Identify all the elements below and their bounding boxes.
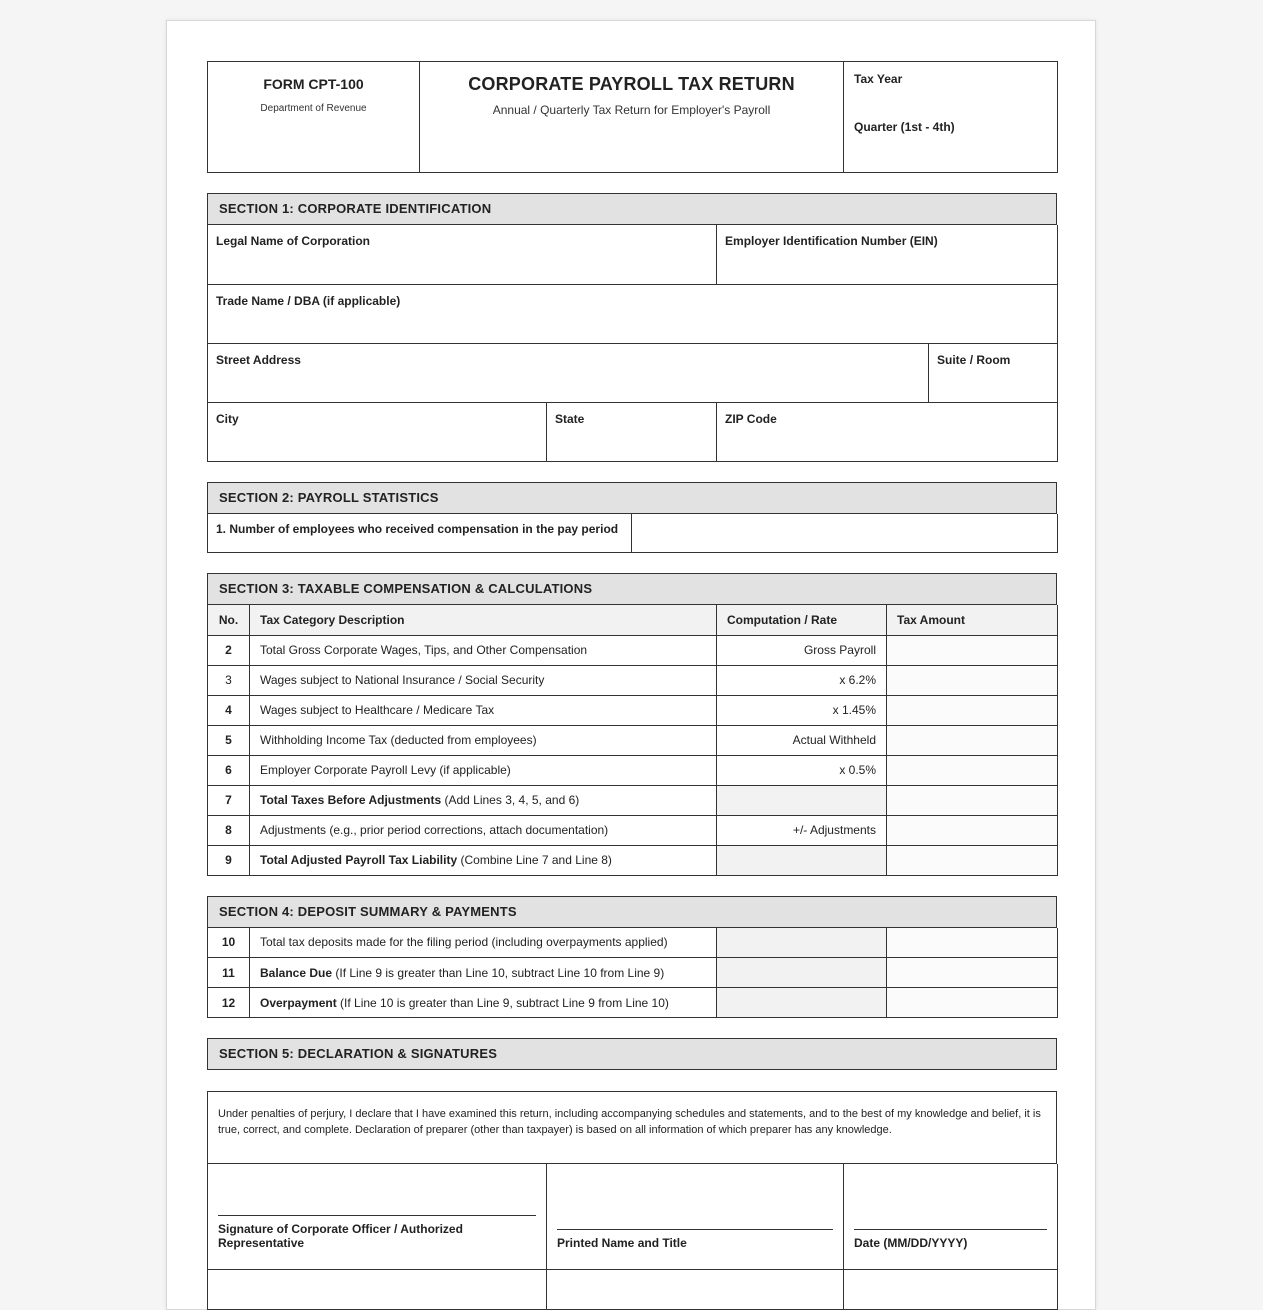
- signature-field[interactable]: [208, 1164, 547, 1269]
- section-deposit-summary: [207, 896, 1057, 1019]
- line-rate-blank: [717, 988, 887, 1018]
- line-number: 8: [208, 815, 250, 845]
- date-label: Date (MM/DD/YYYY): [854, 1229, 1047, 1250]
- section-5-title: SECTION 5: DECLARATION & SIGNATURES: [207, 1038, 1057, 1070]
- form-page: [166, 20, 1096, 1310]
- line-number: 9: [208, 845, 250, 875]
- line-description-bold: Balance Due: [260, 966, 332, 980]
- form-id-cell: [208, 62, 420, 173]
- line-description: Wages subject to Healthcare / Medicare Tax: [250, 695, 717, 725]
- line-description: Employer Corporate Payroll Levy (if applicable): [250, 755, 717, 785]
- suite-field[interactable]: Suite / Room: [929, 343, 1058, 402]
- deposit-table: [207, 928, 1058, 1019]
- line-amount-input[interactable]: [887, 988, 1058, 1018]
- line-rate-blank: [717, 958, 887, 988]
- line-description: [250, 845, 717, 875]
- form-title-cell: [420, 62, 844, 173]
- line-rate: x 1.45%: [717, 695, 887, 725]
- table-row: [208, 725, 1058, 755]
- table-row: [208, 785, 1058, 815]
- line-amount-input[interactable]: [887, 695, 1058, 725]
- table-row: [208, 845, 1058, 875]
- line-number: 12: [208, 988, 250, 1018]
- form-subtitle: Annual / Quarterly Tax Return for Employer's Payroll: [421, 103, 842, 117]
- col-header-amount: Tax Amount: [887, 605, 1058, 635]
- section-1-title: SECTION 1: CORPORATE IDENTIFICATION: [207, 193, 1057, 225]
- form-title: CORPORATE PAYROLL TAX RETURN: [421, 74, 842, 95]
- line-description: Wages subject to National Insurance / Social Security: [250, 665, 717, 695]
- section-4-title: SECTION 4: DEPOSIT SUMMARY & PAYMENTS: [207, 896, 1057, 928]
- period-cell[interactable]: [844, 62, 1058, 173]
- line-amount-input[interactable]: [887, 755, 1058, 785]
- date-field[interactable]: [844, 1164, 1058, 1269]
- line-amount-input[interactable]: [887, 725, 1058, 755]
- line-number: 6: [208, 755, 250, 785]
- printed-name-label: Printed Name and Title: [557, 1229, 833, 1250]
- form-number: FORM CPT-100: [209, 76, 418, 92]
- line-description-note: (Combine Line 7 and Line 8): [457, 853, 612, 867]
- section-3-title: SECTION 3: TAXABLE COMPENSATION & CALCULATIONS: [207, 573, 1057, 605]
- section-corporate-identification: [207, 193, 1057, 462]
- col-header-description: Tax Category Description: [250, 605, 717, 635]
- line-amount-input[interactable]: [887, 958, 1058, 988]
- department-name: Department of Revenue: [209, 103, 418, 114]
- line-description: Total tax deposits made for the filing period (including overpayments applied): [250, 928, 717, 958]
- state-field[interactable]: State: [547, 402, 717, 461]
- line-rate: Gross Payroll: [717, 635, 887, 665]
- line-number: 2: [208, 635, 250, 665]
- col-header-rate: Computation / Rate: [717, 605, 887, 635]
- line-rate: Actual Withheld: [717, 725, 887, 755]
- signature-table: [207, 1164, 1058, 1270]
- line-number: 3: [208, 665, 250, 695]
- calculation-table: [207, 605, 1058, 876]
- section-declaration: [207, 1038, 1057, 1310]
- section-2-title: SECTION 2: PAYROLL STATISTICS: [207, 482, 1057, 514]
- table-header-row: [208, 605, 1058, 635]
- line-number: 4: [208, 695, 250, 725]
- legal-name-field[interactable]: Legal Name of Corporation: [208, 225, 717, 284]
- line-number: 11: [208, 958, 250, 988]
- line-number: 10: [208, 928, 250, 958]
- line-amount-input[interactable]: [887, 665, 1058, 695]
- printed-name-field[interactable]: [547, 1164, 844, 1269]
- line-amount-input[interactable]: [887, 928, 1058, 958]
- line-description: Total Gross Corporate Wages, Tips, and Other Compensation: [250, 635, 717, 665]
- preparer-signature-field[interactable]: [208, 1270, 547, 1310]
- signature-label: Signature of Corporate Officer / Authorized Representative: [218, 1215, 536, 1250]
- table-row: [208, 815, 1058, 845]
- signature-row-2: [207, 1270, 1058, 1310]
- zip-field[interactable]: ZIP Code: [717, 402, 1058, 461]
- tax-year-field[interactable]: Tax Year: [854, 72, 1047, 86]
- line-rate-blank: [717, 928, 887, 958]
- corporate-id-fields: [207, 225, 1058, 462]
- declaration-text: Under penalties of perjury, I declare that I have examined this return, including accompanying schedules and statements, and to the best of my knowledge and belief, it is true, correct, and complete. Declaration of preparer (other than taxpayer) is based on all information of which preparer has any knowledge.: [208, 1092, 1057, 1164]
- line-description: [250, 988, 717, 1018]
- section-taxable-compensation: [207, 573, 1057, 876]
- line-description-note: (If Line 9 is greater than Line 10, subtract Line 10 from Line 9): [332, 966, 664, 980]
- line-description: [250, 958, 717, 988]
- line-description-note: (Add Lines 3, 4, 5, and 6): [441, 793, 579, 807]
- line-description: [250, 785, 717, 815]
- table-row: [208, 928, 1058, 958]
- table-row: [208, 695, 1058, 725]
- street-address-field[interactable]: Street Address: [208, 343, 929, 402]
- declaration-box: [207, 1091, 1057, 1164]
- line-description-bold: Total Taxes Before Adjustments: [260, 793, 441, 807]
- line-amount-input[interactable]: [887, 785, 1058, 815]
- ein-field[interactable]: Employer Identification Number (EIN): [717, 225, 1058, 284]
- line-description-note: (If Line 10 is greater than Line 9, subtract Line 9 from Line 10): [337, 996, 669, 1010]
- line-number: 7: [208, 785, 250, 815]
- line-description: Withholding Income Tax (deducted from employees): [250, 725, 717, 755]
- table-row: [208, 665, 1058, 695]
- form-header: [207, 61, 1058, 173]
- employee-count-input[interactable]: [632, 514, 1058, 553]
- line-rate-blank: [717, 785, 887, 815]
- line-amount-input[interactable]: [887, 845, 1058, 875]
- form-body: [207, 61, 1057, 1310]
- employee-count-label: 1. Number of employees who received compensation in the pay period: [208, 514, 632, 553]
- preparer-date-field[interactable]: [844, 1270, 1058, 1310]
- line-number: 5: [208, 725, 250, 755]
- city-field[interactable]: City: [208, 402, 547, 461]
- line-amount-input[interactable]: [887, 635, 1058, 665]
- line-description: Adjustments (e.g., prior period corrections, attach documentation): [250, 815, 717, 845]
- table-row: [208, 988, 1058, 1018]
- quarter-field[interactable]: Quarter (1st - 4th): [854, 120, 1047, 134]
- line-rate: x 0.5%: [717, 755, 887, 785]
- line-rate: x 6.2%: [717, 665, 887, 695]
- table-row: [208, 958, 1058, 988]
- trade-name-field[interactable]: Trade Name / DBA (if applicable): [208, 284, 1058, 343]
- line-description-bold: Total Adjusted Payroll Tax Liability: [260, 853, 457, 867]
- section-payroll-statistics: [207, 482, 1057, 554]
- line-description-bold: Overpayment: [260, 996, 337, 1010]
- line-rate: +/- Adjustments: [717, 815, 887, 845]
- preparer-name-field[interactable]: [547, 1270, 844, 1310]
- line-amount-input[interactable]: [887, 815, 1058, 845]
- col-header-no: No.: [208, 605, 250, 635]
- table-row: [208, 755, 1058, 785]
- line-rate-blank: [717, 845, 887, 875]
- payroll-statistics-table: [207, 514, 1058, 554]
- table-row: [208, 635, 1058, 665]
